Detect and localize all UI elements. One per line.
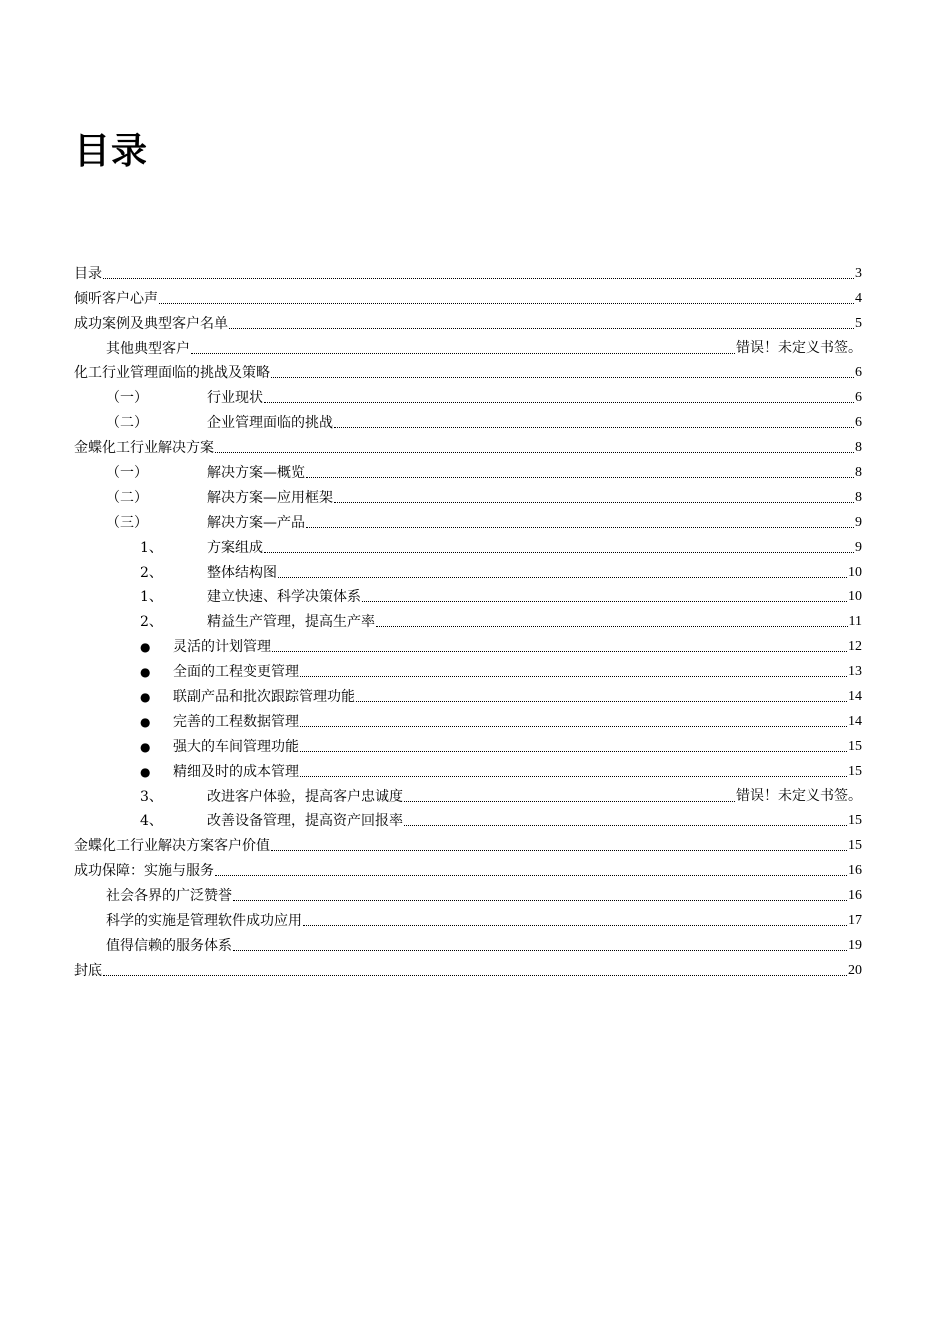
- toc-entry[interactable]: [74, 855, 862, 880]
- dot-leader: [103, 278, 854, 279]
- dot-leader: [300, 776, 847, 777]
- bullet-icon: ●: [140, 714, 151, 729]
- dot-leader: [404, 825, 847, 826]
- toc-entry[interactable]: [74, 283, 862, 308]
- dot-leader: [404, 801, 735, 802]
- toc-entry[interactable]: [74, 656, 862, 681]
- toc-entry[interactable]: [74, 432, 862, 457]
- table-of-contents: [74, 258, 862, 980]
- dot-leader: [264, 402, 854, 403]
- toc-entry-label: 方案组成: [207, 539, 263, 556]
- toc-entry-number: （二）: [106, 489, 148, 506]
- dot-leader: [215, 875, 847, 876]
- dot-leader: [376, 626, 848, 627]
- toc-entry-page: 15: [848, 738, 862, 754]
- toc-entry-label: 金蝶化工行业解决方案: [74, 440, 214, 457]
- toc-entry-label: 化工行业管理面临的挑战及策略: [74, 365, 270, 382]
- toc-entry-page: 12: [848, 639, 862, 655]
- bullet-icon: ●: [140, 640, 151, 655]
- toc-entry-label: 整体结构图: [207, 564, 277, 581]
- toc-entry-label: 建立快速、科学决策体系: [207, 589, 361, 606]
- toc-entry-label: 全面的工程变更管理: [173, 664, 299, 681]
- dot-leader: [300, 726, 847, 727]
- toc-entry-page: 8: [855, 440, 862, 456]
- toc-entry-page: 错误！未定义书签。: [736, 788, 862, 804]
- bullet-icon: ●: [140, 764, 151, 779]
- toc-entry[interactable]: [74, 806, 862, 831]
- toc-entry-page: 15: [848, 838, 862, 854]
- dot-leader: [272, 651, 847, 652]
- toc-entry-label: 企业管理面临的挑战: [207, 415, 333, 432]
- toc-entry-page: 16: [848, 888, 862, 904]
- toc-entry-page: 6: [855, 415, 862, 431]
- toc-entry-number: 2、: [140, 564, 163, 581]
- toc-entry-label: 解决方案—应用框架: [207, 489, 333, 506]
- toc-entry-number: 1、: [140, 589, 163, 606]
- toc-entry-number: （二）: [106, 415, 148, 432]
- dot-leader: [215, 452, 854, 453]
- toc-entry-number: 4、: [140, 813, 163, 830]
- toc-entry[interactable]: [74, 955, 862, 980]
- toc-entry-label: 联副产品和批次跟踪管理功能: [173, 689, 355, 706]
- toc-entry-page: 17: [848, 913, 862, 929]
- toc-entry[interactable]: [74, 557, 862, 582]
- toc-entry-page: 20: [848, 962, 862, 978]
- dot-leader: [303, 925, 847, 926]
- dot-leader: [264, 552, 854, 553]
- toc-entry[interactable]: [74, 706, 862, 731]
- dot-leader: [362, 601, 847, 602]
- toc-entry-page: 6: [855, 390, 862, 406]
- dot-leader: [233, 950, 847, 951]
- toc-entry-label: 完善的工程数据管理: [173, 713, 299, 730]
- toc-entry[interactable]: [74, 532, 862, 557]
- dot-leader: [229, 328, 854, 329]
- toc-entry-label: 封底: [74, 962, 102, 979]
- toc-entry-page: 9: [855, 539, 862, 555]
- toc-entry-page: 3: [855, 265, 862, 281]
- toc-entry[interactable]: [74, 880, 862, 905]
- toc-entry-page: 4: [855, 290, 862, 306]
- dot-leader: [334, 427, 854, 428]
- toc-entry-page: 14: [848, 689, 862, 705]
- toc-entry[interactable]: [74, 781, 862, 806]
- toc-entry-label: 倾听客户心声: [74, 290, 158, 307]
- toc-entry-page: 6: [855, 365, 862, 381]
- toc-entry[interactable]: [74, 382, 862, 407]
- dot-leader: [103, 975, 847, 976]
- toc-entry-label: 解决方案—产品: [207, 514, 305, 531]
- dot-leader: [233, 900, 847, 901]
- toc-entry-number: （一）: [106, 465, 148, 482]
- toc-entry[interactable]: [74, 333, 862, 358]
- bullet-icon: ●: [140, 690, 151, 705]
- toc-entry-label: 社会各界的广泛赞誉: [106, 888, 232, 905]
- toc-entry-page: 8: [855, 465, 862, 481]
- dot-leader: [159, 303, 854, 304]
- toc-entry-page: 15: [848, 813, 862, 829]
- toc-entry-page: 14: [848, 713, 862, 729]
- toc-entry[interactable]: [74, 258, 862, 283]
- toc-entry-label: 灵活的计划管理: [173, 639, 271, 656]
- toc-entry-page: 19: [848, 937, 862, 953]
- toc-entry-label: 成功案例及典型客户名单: [74, 315, 228, 332]
- dot-leader: [300, 676, 847, 677]
- dot-leader: [191, 353, 735, 354]
- dot-leader: [356, 701, 847, 702]
- toc-entry-page: 13: [848, 664, 862, 680]
- toc-entry-label: 其他典型客户: [106, 340, 190, 357]
- dot-leader: [271, 377, 854, 378]
- toc-entry[interactable]: [74, 507, 862, 532]
- toc-entry[interactable]: [74, 731, 862, 756]
- toc-entry-label: 科学的实施是管理软件成功应用: [106, 913, 302, 930]
- toc-entry-page: 16: [848, 863, 862, 879]
- page-title: 目录: [74, 131, 149, 172]
- toc-entry[interactable]: [74, 482, 862, 507]
- toc-entry-page: 错误！未定义书签。: [736, 340, 862, 356]
- toc-entry-label: 改善设备管理，提高资产回报率: [207, 813, 403, 830]
- toc-entry-label: 解决方案—概览: [207, 465, 305, 482]
- toc-entry-label: 强大的车间管理功能: [173, 738, 299, 755]
- toc-entry-page: 8: [855, 489, 862, 505]
- toc-entry-page: 5: [855, 315, 862, 331]
- dot-leader: [271, 850, 847, 851]
- toc-entry-number: （三）: [106, 514, 148, 531]
- toc-entry[interactable]: [74, 457, 862, 482]
- dot-leader: [306, 527, 854, 528]
- toc-entry[interactable]: [74, 830, 862, 855]
- dot-leader: [300, 751, 847, 752]
- toc-entry[interactable]: [74, 407, 862, 432]
- toc-entry[interactable]: [74, 756, 862, 781]
- toc-entry-label: 金蝶化工行业解决方案客户价值: [74, 838, 270, 855]
- toc-entry[interactable]: [74, 905, 862, 930]
- toc-entry-number: 1、: [140, 539, 163, 556]
- dot-leader: [334, 502, 854, 503]
- toc-entry-label: 精细及时的成本管理: [173, 763, 299, 780]
- toc-entry[interactable]: [74, 681, 862, 706]
- dot-leader: [278, 577, 847, 578]
- toc-entry-number: （一）: [106, 390, 148, 407]
- toc-entry-label: 改进客户体验，提高客户忠诚度: [207, 788, 403, 805]
- toc-entry-label: 精益生产管理，提高生产率: [207, 614, 375, 631]
- toc-entry[interactable]: [74, 358, 862, 383]
- toc-entry[interactable]: [74, 606, 862, 631]
- toc-entry-number: 2、: [140, 614, 163, 631]
- toc-entry-page: 15: [848, 763, 862, 779]
- toc-entry[interactable]: [74, 631, 862, 656]
- toc-entry-label: 值得信赖的服务体系: [106, 937, 232, 954]
- toc-entry-label: 行业现状: [207, 390, 263, 407]
- toc-entry[interactable]: [74, 308, 862, 333]
- toc-entry-page: 10: [848, 589, 862, 605]
- toc-entry-page: 11: [848, 614, 862, 630]
- toc-entry-number: 3、: [140, 788, 163, 805]
- toc-entry-page: 9: [855, 514, 862, 530]
- toc-entry-label: 成功保障：实施与服务: [74, 863, 214, 880]
- toc-entry-page: 10: [848, 564, 862, 580]
- bullet-icon: ●: [140, 739, 151, 754]
- toc-entry[interactable]: [74, 930, 862, 955]
- toc-entry-label: 目录: [74, 265, 102, 282]
- bullet-icon: ●: [140, 665, 151, 680]
- dot-leader: [306, 477, 854, 478]
- toc-entry[interactable]: [74, 582, 862, 607]
